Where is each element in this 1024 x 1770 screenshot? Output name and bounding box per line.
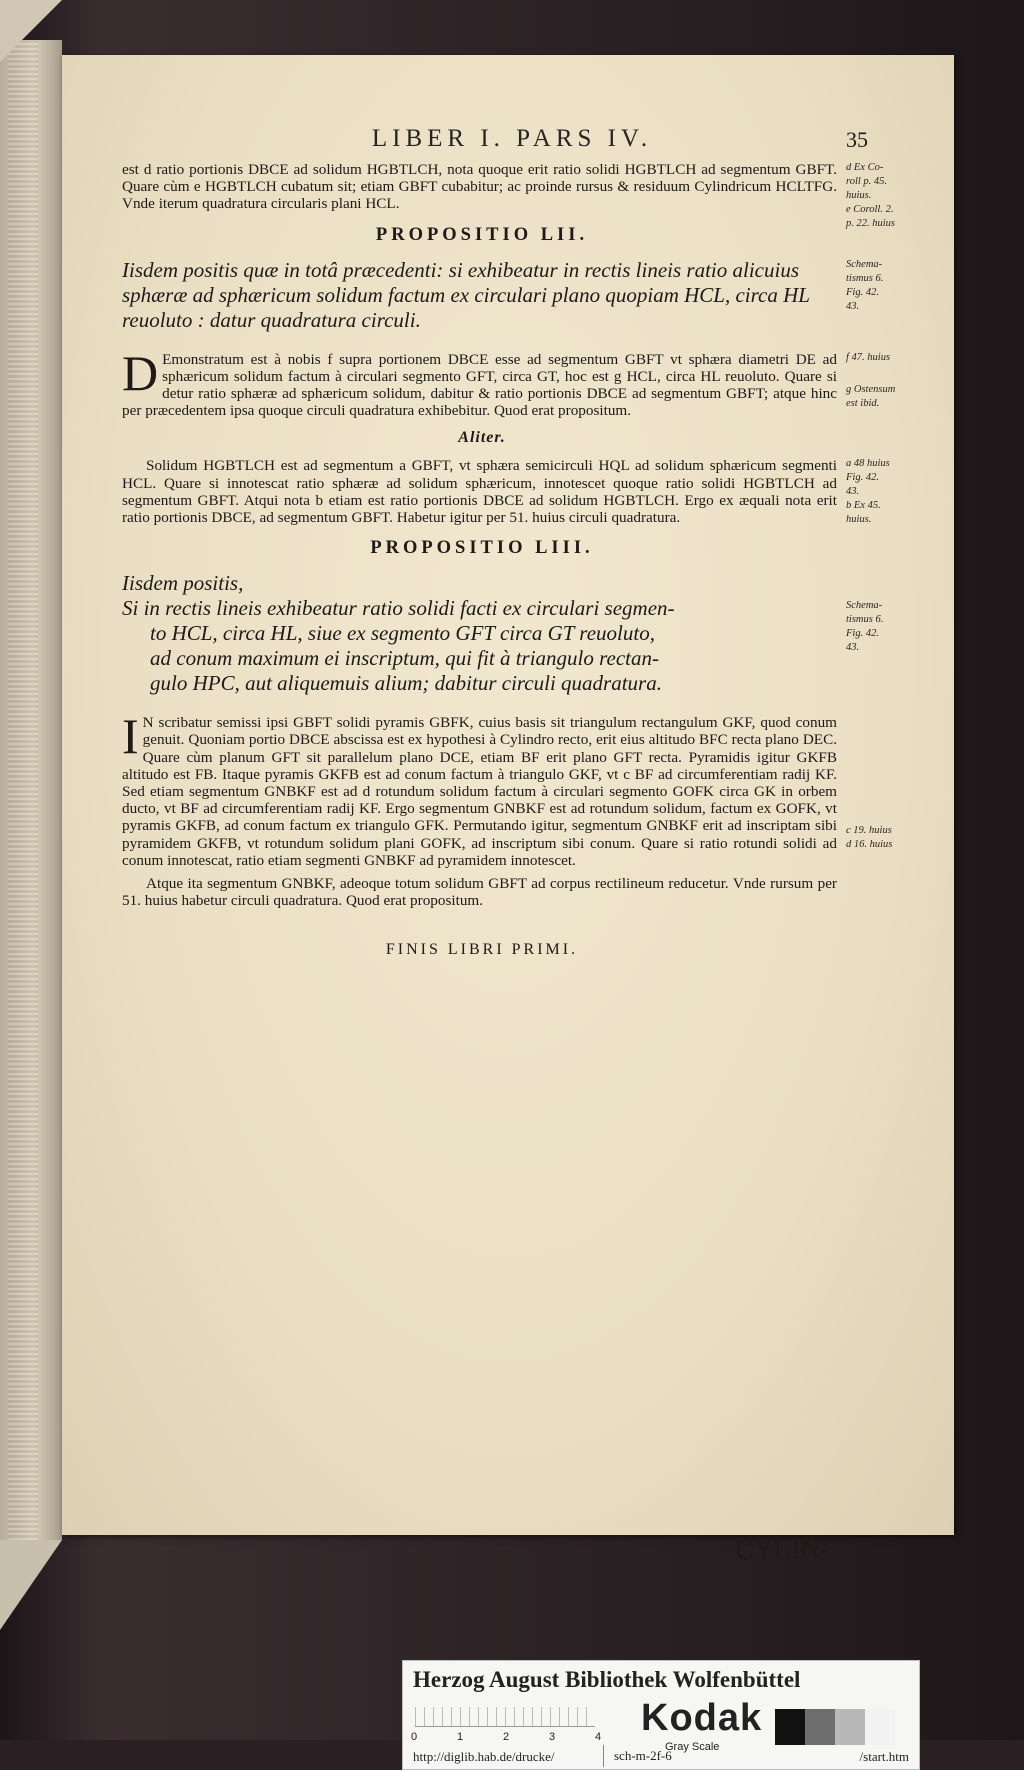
margin-note: a 48 huius <box>846 458 890 470</box>
proposition-53-demonstration-block <box>122 708 902 869</box>
finis-line: FINIS LIBRI PRIMI. <box>385 941 579 959</box>
proposition-52-statement-block <box>122 258 902 333</box>
statement-line: gulo HPC, aut aliquemuis alium; dabitur circuli quadratura. <box>150 671 662 696</box>
aliter-block <box>122 457 902 526</box>
margin-note: d Ex Co- <box>846 162 884 173</box>
demonstration-text: Emonstratum est à nobis f supra portionem DBCE esse ad segmentum GBFT vt sphæra diametri DE ad sphæricum solidum factum à circulari segmento GFT, circa GT, hoc est g HCL, circa HL reuoluto. Quare si detur ratio sphæræ ad sphæricum solidum, dabitur & ratio portionis DBCE ad segmentum GBFT; atque hinc per præcedentem ipsa quoque circuli quadratura exhibebitur. Quod erat propositum. <box>122 350 837 420</box>
running-title: LIBER I. PARS IV. <box>371 125 653 152</box>
library-name: Herzog August Bibliothek Wolfenbüttel <box>413 1667 801 1692</box>
page-number: 35 <box>846 127 868 152</box>
closing-paragraph: Atque ita segmentum GNBKF, adeoque totum solidum GBFT ad corpus rectilineum reducetur. Vnde rursum per 51. huius habetur circuli quadratura. Quod erat propositum. <box>122 875 837 910</box>
page-corner-bottom <box>0 1540 62 1630</box>
margin-note: e Coroll. 2. <box>846 204 894 215</box>
ruler-tick: 3 <box>549 1731 556 1743</box>
gray-swatch <box>865 1709 895 1745</box>
proposition-53-statement-block <box>122 571 902 696</box>
proposition-52-heading: PROPOSITIO LII. <box>375 224 589 245</box>
gray-scale-label: Gray Scale <box>665 1741 720 1753</box>
book-page <box>62 55 954 1564</box>
proposition-53-statement <box>122 571 834 696</box>
intro-margin-notes <box>846 161 910 231</box>
statement-lead: Iisdem positis, <box>122 571 244 596</box>
margin-note: b Ex 45. <box>846 500 881 512</box>
margin-note: d 16. huius <box>846 839 893 851</box>
margin-note: 43. <box>846 300 860 312</box>
aliter-paragraph: Solidum HGBTLCH est ad segmentum a GBFT, vt sphæra semicirculi HQL ad solidum sphæricum segmenti HCL. Quare si innotescat ratio sphæræ ad solidum sphæricum, innotescet quoque ratio solidi HGBTLCH ad segmentum GBFT. Atqui nota b etiam est ratio portionis DBCE ad solidum HGBTLCH. Ergo ex æquali nota erit ratio portionis DBCE, ad segmentum GBFT. Habetur igitur per 51. huius circuli quadratura. <box>122 457 837 527</box>
running-head <box>122 125 902 161</box>
gray-swatch <box>775 1709 805 1745</box>
demonstration-notes <box>846 824 910 852</box>
drop-cap: I <box>122 708 139 765</box>
margin-note: p. 22. huius <box>846 218 896 229</box>
gray-swatches <box>775 1709 895 1745</box>
library-color-target <box>402 1660 920 1770</box>
margin-note: Schema- <box>846 258 883 270</box>
margin-note: g Ostensum <box>846 383 896 395</box>
intro-block <box>122 161 902 229</box>
aliter-heading: Aliter. <box>458 429 506 447</box>
adjacent-page-edge <box>0 40 62 1540</box>
margin-note: huius. <box>846 190 872 201</box>
statement-line: to HCL, circa HL, siue ex segmento GFT circa GT reuoluto, <box>150 621 655 646</box>
drop-cap: D <box>122 344 159 401</box>
statement-line: Si in rectis lineis exhibeatur ratio solidi facti ex circulari segmen- <box>122 596 675 621</box>
margin-note: est ibid. <box>846 397 880 409</box>
margin-note: tismus 6. <box>846 614 884 626</box>
start-path: /start.htm <box>859 1749 909 1764</box>
demonstration-notes <box>846 351 910 411</box>
library-url: http://diglib.hab.de/drucke/ <box>413 1749 555 1764</box>
margin-note: huius. <box>846 514 872 526</box>
gray-swatch <box>835 1709 865 1745</box>
proposition-53-heading: PROPOSITIO LIII. <box>370 538 594 559</box>
ruler-scale <box>415 1707 595 1727</box>
proposition-53-notes <box>846 599 910 655</box>
ruler-tick: 2 <box>503 1731 510 1743</box>
ruler-tick: 1 <box>457 1731 464 1743</box>
margin-note: f 47. huius <box>846 351 891 363</box>
page-content <box>122 125 902 959</box>
shelfmark: sch-m-2f-6 <box>603 1745 672 1767</box>
margin-note: 43. <box>846 642 860 654</box>
catchword: CYLIN- <box>735 1535 830 1564</box>
margin-note: c 19. huius <box>846 825 892 837</box>
ruler-tick: 4 <box>595 1731 602 1743</box>
margin-note: 43. <box>846 486 860 498</box>
proposition-53-demonstration <box>122 708 837 869</box>
ruler-tick: 0 <box>411 1731 418 1743</box>
margin-note: roll p. 45. <box>846 176 888 187</box>
margin-note: Fig. 42. <box>846 472 879 484</box>
margin-note: Fig. 42. <box>846 628 879 640</box>
demonstration-text: N scribatur semissi ipsi GBFT solidi pyramis GBFK, cuius basis sit triangulum rectangulum GKF, quod conum genuit. Quoniam portio DBCE abscissa est ex hypothesi à Cylindro recto, erit eius altitudo BFC recta plano DEC. Quare cùm planum GFT sit parallelum plano DCE, etiam BF erit plano GFT recta. Pyramidis igitur GKFB altitudo est FB. Itaque pyramis GKFB est ad conum factum à triangulo GKF, vt c BF ad circumferentiam radij KF. Sed etiam segmentum GNBKF est ad d rotundum solidum factum à circulari segmento GOFK circa GK in orbem ducto, vt BF ad circumferentiam radij KF. Ergo segmentum GNBKF est ad rotundum solidum, factum ex GOFK, vt pyramis GKFB, ad conum factum ex triangulo GFK. Permutando igitur, segmentum GNBKF erit ad inscriptam sibi pyramidem GKFB, vt rotundum solidum plani GOFK, ad inscriptum sibi conum. Quare si ratio rotundi solidi ad conum innotescat, ratio etiam segmenti GNBKF ad pyramidem innotescet. <box>122 714 837 869</box>
proposition-52-demonstration-block <box>122 344 902 420</box>
margin-note: Schema- <box>846 600 883 612</box>
proposition-52-notes <box>846 258 910 314</box>
proposition-52-demonstration <box>122 344 837 420</box>
kodak-logo: Kodak <box>641 1697 763 1739</box>
statement-line: ad conum maximum ei inscriptum, qui fit à triangulo rectan- <box>150 646 660 671</box>
aliter-notes <box>846 457 910 527</box>
margin-note: tismus 6. <box>846 272 884 284</box>
margin-note: Fig. 42. <box>846 286 879 298</box>
page-corner <box>0 0 62 62</box>
gray-swatch <box>805 1709 835 1745</box>
proposition-52-statement: Iisdem positis quæ in totâ præcedenti: si exhibeatur in rectis lineis ratio alicuius sphæræ ad sphæricum solidum factum ex circulari plano quopiam HCL, circa HL reuoluto : datur quadratura circuli. <box>122 257 810 332</box>
intro-paragraph: est d ratio portionis DBCE ad solidum HGBTLCH, nota quoque erit ratio solidi HGBTLCH ad segmentum GBFT. Quare cùm e HGBTLCH cubatum sit; etiam GBFT cubabitur; ac proinde rursus & residuum Cylindricum HCLTFG. Vnde iterum quadratura circularis plani HCL. <box>122 161 837 213</box>
